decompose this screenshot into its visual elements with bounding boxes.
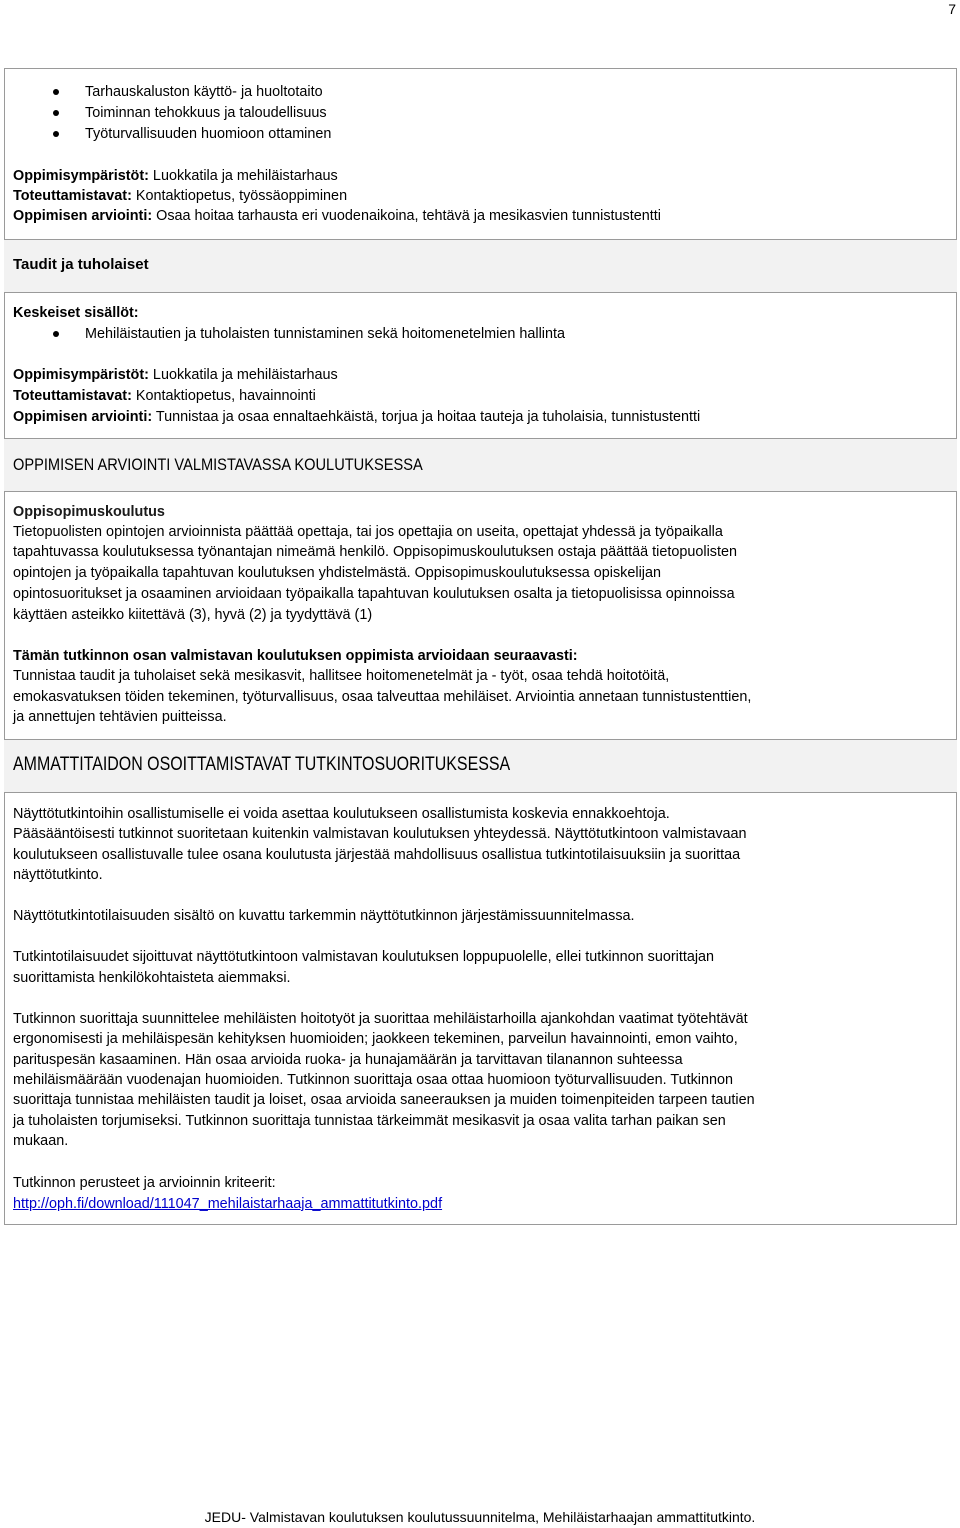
environment-label: Oppimisympäristöt:: [13, 367, 149, 383]
paragraph-line: Pääsääntöisesti tutkinnot suoritetaan kuitenkin valmistavan koulutuksen yhteydessä. Näyttötutkintoon valmistavaan: [13, 826, 747, 842]
paragraph-line: parituspesän kasaaminen. Hän osaa arvioida ruoka- ja hunajamäärän ja tarvittavan tilanannon suhteessa: [13, 1052, 683, 1068]
bullet-icon: [53, 110, 59, 116]
paragraph-line: ja tuholaisten torjumiseksi. Tutkinnon suorittaja tunnistaa tärkeimmät mesikasvit ja osaa valita tarhan paikan sen: [13, 1113, 726, 1129]
methods-label: Toteuttamistavat:: [13, 188, 132, 204]
criteria-link-line: [13, 1194, 442, 1214]
paragraph-line: ja annettujen tehtävien puitteissa.: [13, 709, 227, 725]
paragraph-line: Näyttötutkintotilaisuuden sisältö on kuvattu tarkemmin näyttötutkinnon järjestämissuunnitelmassa.: [13, 908, 635, 924]
paragraph-line: käyttäen asteikko kiitettävä (3), hyvä (2) ja tyydyttävä (1): [13, 607, 373, 623]
bullet-icon: [53, 331, 59, 337]
assessment-value: Osaa hoitaa tarhausta eri vuodenaikoina, tehtävä ja mesikasvien tunnistustentti: [152, 208, 661, 224]
methods-line: [13, 386, 316, 406]
bold-heading: Tämän tutkinnon osan valmistavan koulutuksen oppimista arvioidaan seuraavasti:: [13, 648, 578, 664]
assessment-line: [13, 407, 700, 427]
paragraph-line: Tunnistaa taudit ja tuholaiset sekä mesikasvit, hallitsee hoitomenetelmät ja - työt, osaa tehdä hoitotöitä,: [13, 668, 670, 684]
paragraph-line: Tietopuolisten opintojen arvioinnista päättää opettaja, tai jos opettajia on useita, opettajat yhdessä ja työpaikalla: [13, 524, 723, 540]
environment-value: Luokkatila ja mehiläistarhaus: [148, 168, 338, 184]
methods-value: Kontaktiopetus, työssäoppiminen: [131, 188, 348, 204]
bullet-item: Mehiläistautien ja tuholaisten tunnistaminen sekä hoitomenetelmien hallinta: [85, 326, 565, 342]
paragraph-line: emokasvatuksen töiden tekeminen, työturvallisuus, osaa talveuttaa mehiläiset. Arviointia annetaan tunnistustenttien,: [13, 689, 752, 705]
content-label: Keskeiset sisällöt:: [13, 305, 139, 321]
paragraph-line: koulutukseen osallistuvalle tulee osana koulutusta järjestää mahdollisuus osallistua tutkintotilaisuuksiin ja suorittaa: [13, 847, 741, 863]
assessment-value: Tunnistaa ja osaa ennaltaehkäistä, torjua ja hoitaa tauteja ja tuholaisia, tunnistustentti: [152, 409, 701, 425]
section-title-arviointi: OPPIMISEN ARVIOINTI VALMISTAVASSA KOULUTUKSESSA: [13, 455, 423, 474]
bullet-item: Toiminnan tehokkuus ja taloudellisuus: [85, 105, 327, 121]
paragraph-line: näyttötutkinto.: [13, 867, 103, 883]
paragraph-line: mukaan.: [13, 1133, 69, 1149]
methods-value: Kontaktiopetus, havainnointi: [131, 388, 316, 404]
paragraph-line: Tutkintotilaisuudet sijoittuvat näyttötutkintoon valmistavan koulutuksen loppupuolelle, ellei tutkinnon suorittajan: [13, 949, 715, 965]
assessment-line: [13, 206, 661, 226]
section-title-taudit: Taudit ja tuholaiset: [13, 256, 149, 273]
assessment-label: Oppimisen arviointi:: [13, 409, 153, 425]
subtitle-oppisopimus: Oppisopimuskoulutus: [13, 504, 165, 520]
paragraph-line: ergonomisesti ja mehiläispesän kehityksen huomioiden; jaokkeen tekeminen, parveilun havainnointi, emon vaihto,: [13, 1031, 738, 1047]
bullet-item: Tarhauskaluston käyttö- ja huoltotaito: [85, 84, 323, 100]
methods-line: [13, 186, 347, 206]
criteria-label: Tutkinnon perusteet ja arvioinnin kriteerit:: [13, 1175, 276, 1191]
paragraph-line: suorittamista henkilökohtaisteta aiemmaksi.: [13, 970, 291, 986]
criteria-link[interactable]: http://oph.fi/download/111047_mehilaistarhaaja_ammattitutkinto.pdf: [13, 1196, 443, 1212]
bullet-icon: [53, 131, 59, 137]
bullet-icon: [53, 89, 59, 95]
environment-line: [13, 365, 338, 385]
paragraph-line: opintosuoritukset ja osaaminen arvioidaan työpaikalla tapahtuvan koulutuksen osalta ja tietopuolisissa opinnoissa: [13, 586, 735, 602]
paragraph-line: suorittaja tunnistaa mehiläisten taudit ja loiset, osaa arvioida saneerauksen ja muiden toimenpiteiden tarpeen tautien: [13, 1092, 755, 1108]
environment-line: [13, 166, 338, 186]
page-number: 7: [948, 1, 956, 17]
assessment-label: Oppimisen arviointi:: [13, 208, 153, 224]
paragraph-line: tapahtuvassa koulutuksessa työnantajan nimeämä henkilö. Oppisopimuskoulutuksen ostaja päättää tietopuolisten: [13, 544, 737, 560]
methods-label: Toteuttamistavat:: [13, 388, 132, 404]
bullet-item: Työturvallisuuden huomioon ottaminen: [85, 126, 332, 142]
paragraph-line: mehiläismäärään vuodenajan huomioiden. Tutkinnon suorittaja osaa ottaa huomioon työturvallisuuden. Tutkinnon: [13, 1072, 733, 1088]
paragraph-line: Tutkinnon suorittaja suunnittelee mehiläisten hoitotyöt ja suorittaa mehiläistarhoilla ajankohdan vaatimat työtehtävät: [13, 1011, 748, 1027]
environment-label: Oppimisympäristöt:: [13, 168, 149, 184]
environment-value: Luokkatila ja mehiläistarhaus: [148, 367, 338, 383]
section-title-ammattitaito: AMMATTITAIDON OSOITTAMISTAVAT TUTKINTOSUORITUKSESSA: [13, 754, 511, 775]
page-footer: JEDU- Valmistavan koulutuksen koulutussuunnitelma, Mehiläistarhaajan ammattitutkinto.: [204, 1509, 756, 1525]
paragraph-line: Näyttötutkintoihin osallistumiselle ei voida asettaa koulutukseen osallistumista koskevia ennakkoehtoja.: [13, 806, 670, 822]
paragraph-line: opintojen ja työpaikalla tapahtuvan koulutuksen yhdistelmästä. Oppisopimuskoulutuksessa opiskelijan: [13, 565, 661, 581]
